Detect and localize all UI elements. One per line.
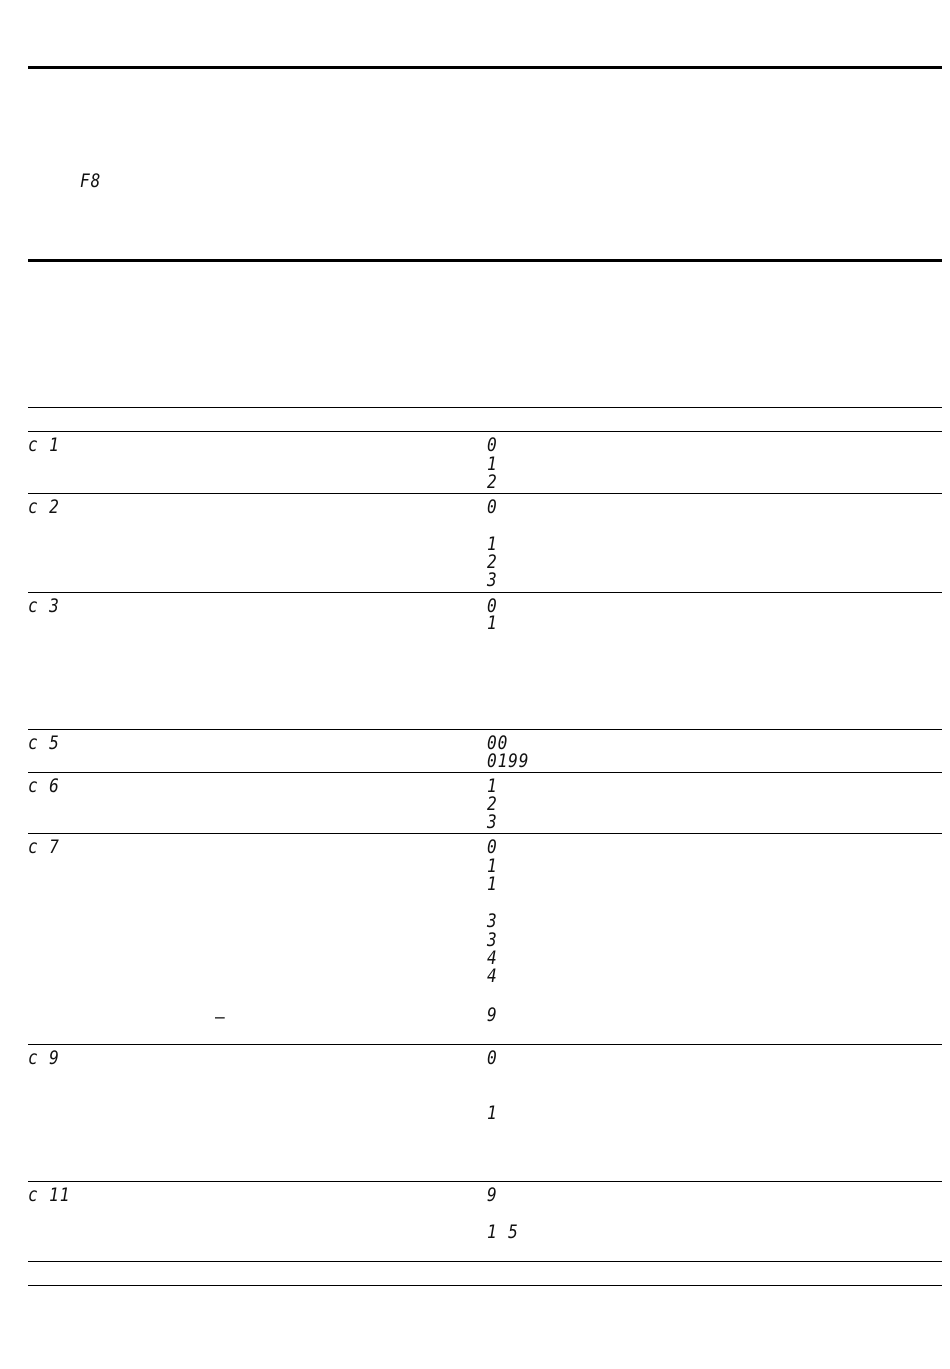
table-row-rule xyxy=(28,729,942,730)
setting-code-c5: c 5 xyxy=(28,732,60,754)
table-header-rule xyxy=(28,407,942,408)
table-row-rule xyxy=(28,1044,942,1045)
setting-value: 1 5 xyxy=(487,1221,519,1243)
table-row-rule xyxy=(28,1261,942,1262)
setting-value: 0 xyxy=(487,595,498,617)
table-row-rule xyxy=(28,431,942,432)
setting-code-c11: c 11 xyxy=(28,1184,71,1206)
table-bottom-rule xyxy=(28,1285,942,1286)
setting-value: 9 xyxy=(487,1184,498,1206)
setting-value: 0 xyxy=(487,1047,498,1069)
setting-value: 2 xyxy=(487,471,498,493)
setting-code-c3: c 3 xyxy=(28,595,60,617)
setting-value: 1 xyxy=(487,855,498,877)
section-rule-top xyxy=(28,66,942,69)
setting-value: 0 xyxy=(487,836,498,858)
setting-value: 9 xyxy=(487,1004,498,1026)
setting-value: 0 xyxy=(487,496,498,518)
setting-value: 0 xyxy=(487,434,498,456)
setting-code-c1: c 1 xyxy=(28,434,60,456)
setting-value: 1 xyxy=(487,533,498,555)
table-row-rule xyxy=(28,833,942,834)
error-code-f8: F8 xyxy=(80,170,102,192)
setting-value: 1 xyxy=(487,873,498,895)
table-row-rule xyxy=(28,1181,942,1182)
setting-value: 1 xyxy=(487,775,498,797)
note-dash: – xyxy=(215,1006,226,1028)
setting-code-c2: c 2 xyxy=(28,496,60,518)
setting-code-c6: c 6 xyxy=(28,775,60,797)
table-row-rule xyxy=(28,772,942,773)
table-row-rule xyxy=(28,493,942,494)
section-rule-middle xyxy=(28,259,942,262)
setting-value: 1 xyxy=(487,453,498,475)
setting-value: 4 xyxy=(487,965,498,987)
table-row-rule xyxy=(28,592,942,593)
setting-code-c9: c 9 xyxy=(28,1047,60,1069)
setting-value: 1 xyxy=(487,612,498,634)
setting-value: 4 xyxy=(487,947,498,969)
setting-value: 2 xyxy=(487,793,498,815)
setting-value: 00 xyxy=(487,732,509,754)
setting-value: 2 xyxy=(487,551,498,573)
setting-value: 3 xyxy=(487,811,498,833)
setting-value: 0199 xyxy=(487,750,530,772)
setting-value: 3 xyxy=(487,929,498,951)
setting-value: 1 xyxy=(487,1102,498,1124)
setting-value: 3 xyxy=(487,910,498,932)
setting-code-c7: c 7 xyxy=(28,836,60,858)
setting-value: 3 xyxy=(487,569,498,591)
